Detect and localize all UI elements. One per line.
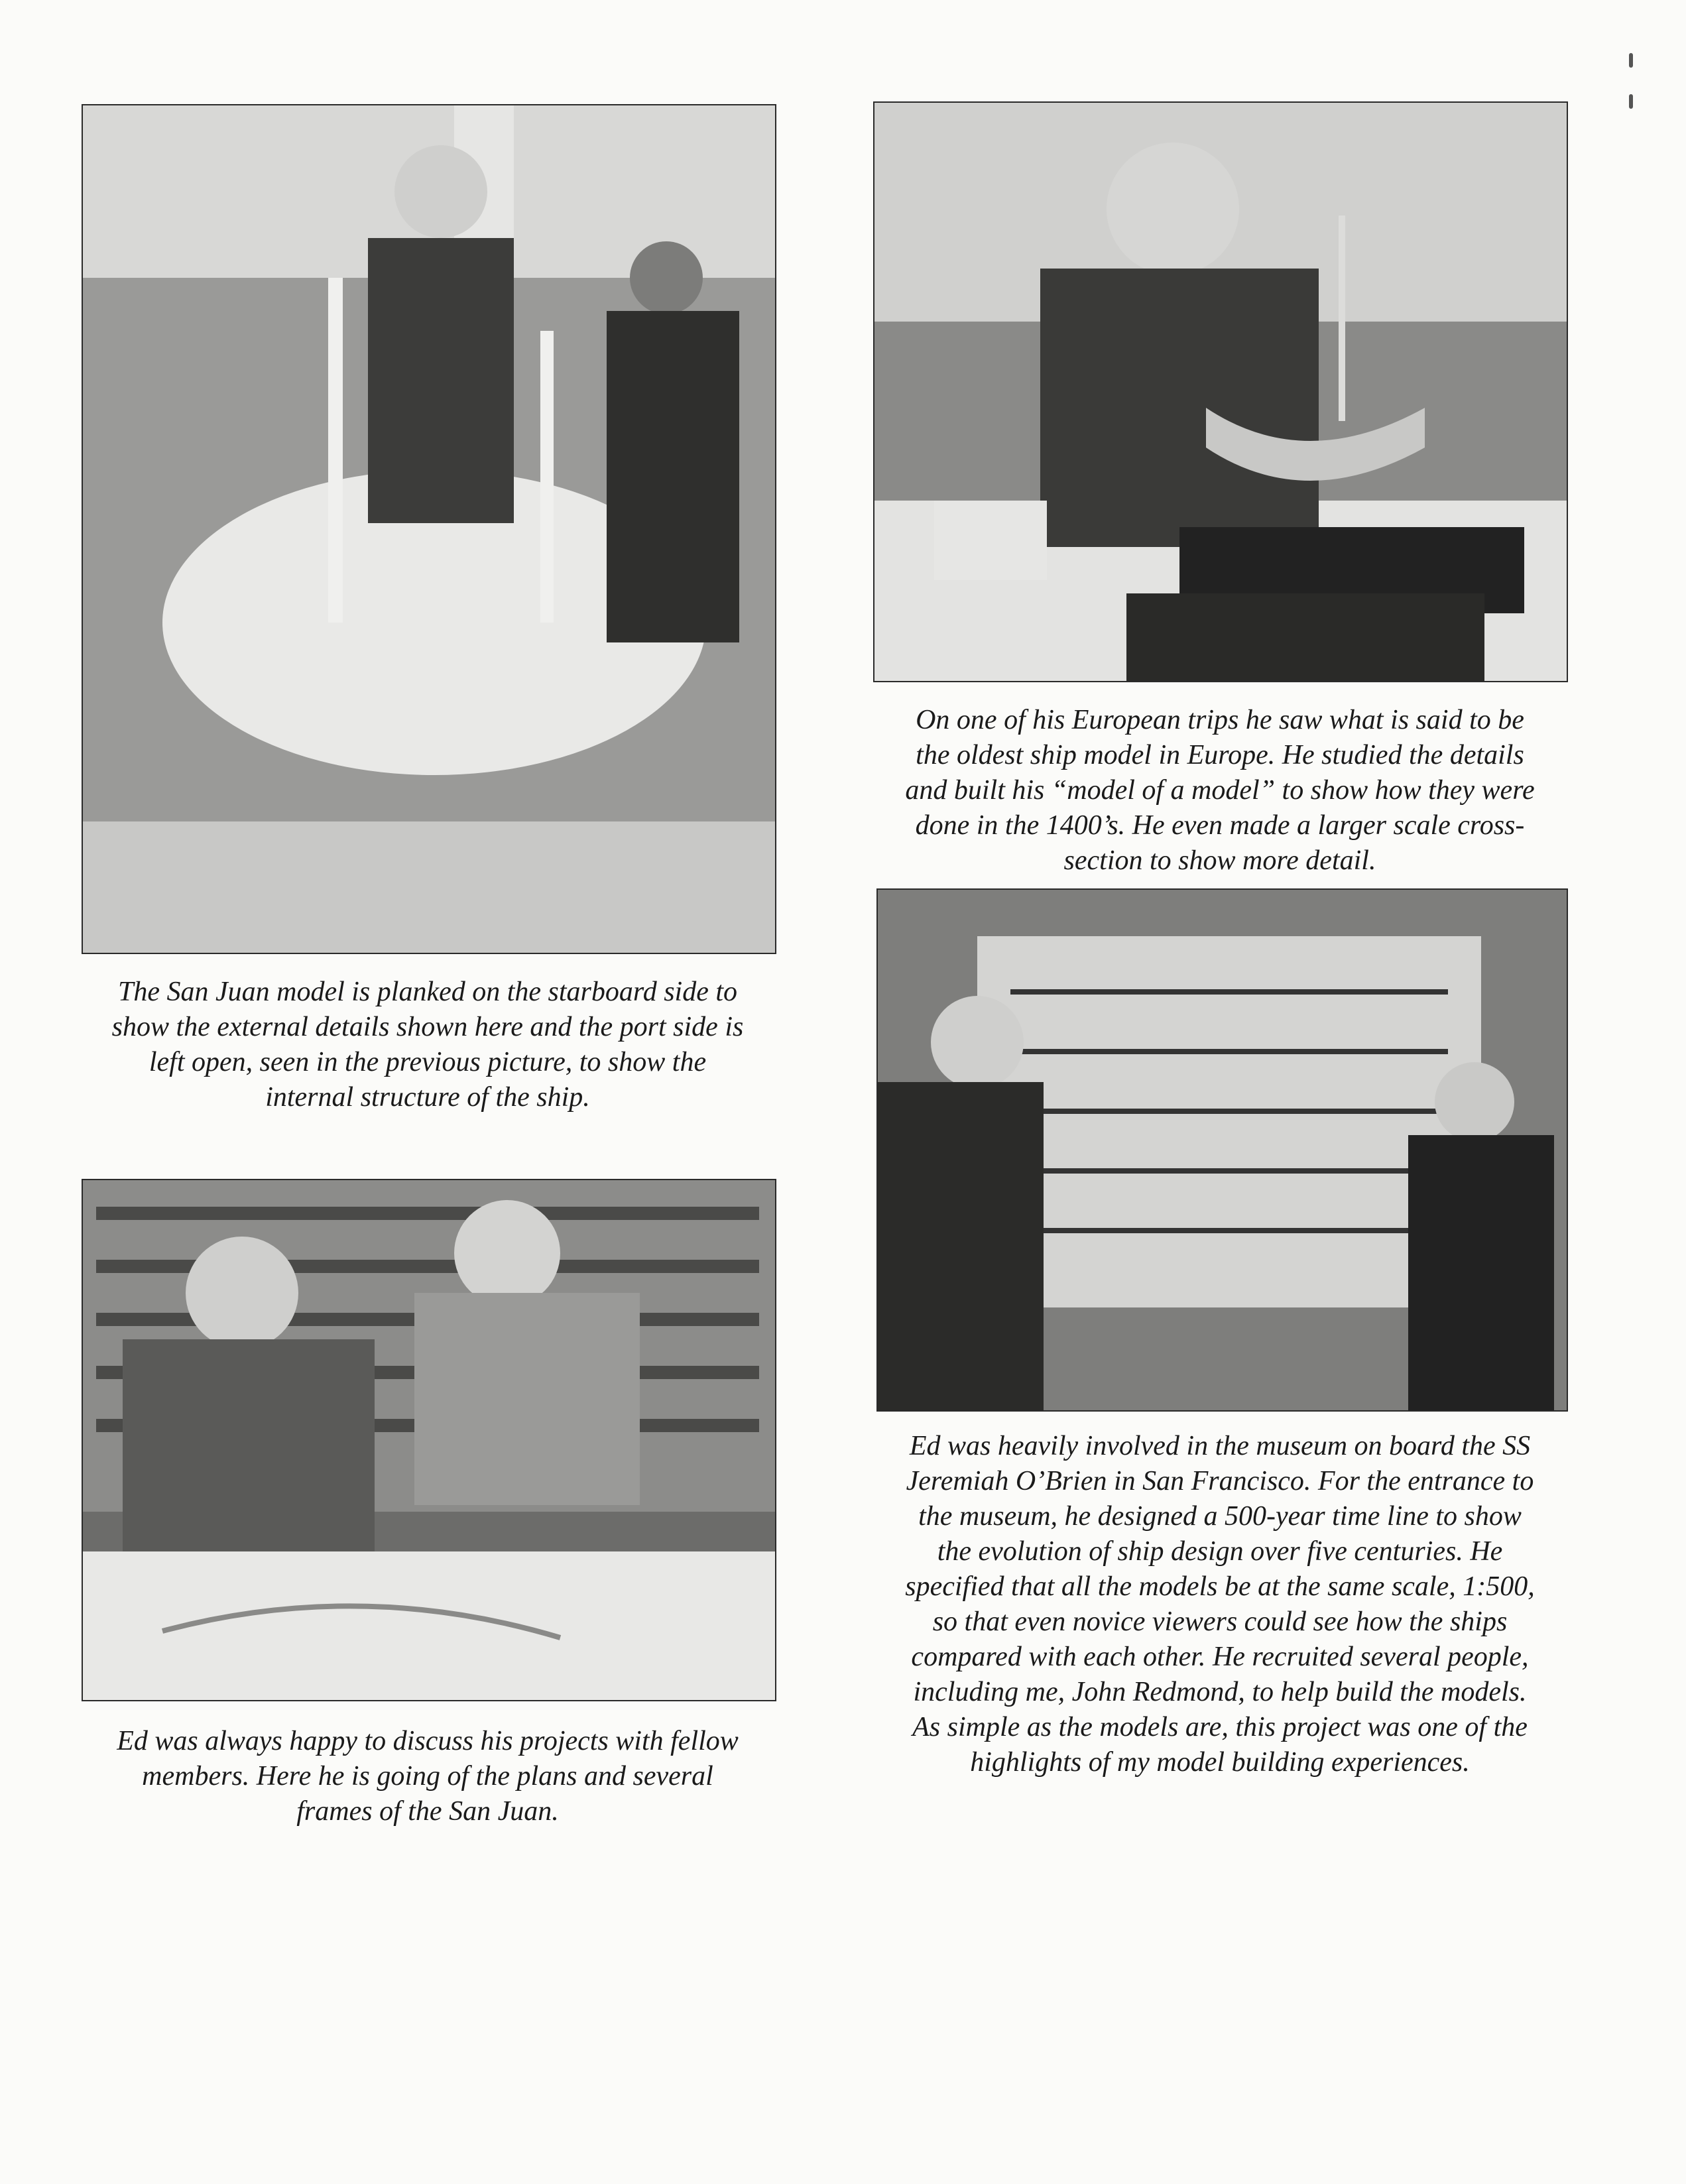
ship-model-photo-icon <box>874 103 1567 681</box>
museum-caption: Ed was heavily involved in the museum on board the SS Jeremiah O’Brien in San Francisco. For the entrance to the museum, he designed a 500-year time line to show the evolution of ship design over five centuries. He specified that all the models be at the same scale, 1:500, so that even novice viewers could see how the ships compared with each other. He recruited several people, including me, John Redmond, to help build the models. As simple as the models are, this project was one of the highlights of my model building experiences. <box>905 1431 1535 1778</box>
people-at-table-photo-icon <box>83 1180 775 1700</box>
plans-discussion-photo <box>82 1179 776 1701</box>
museum-shelves-photo-icon <box>878 890 1567 1410</box>
san-juan-caption: The San Juan model is planked on the starboard side to show the external details shown here and the port side is left open, seen in the previous picture, to show the internal structure of the ship. <box>111 977 744 1113</box>
museum-display-photo <box>876 888 1568 1412</box>
san-juan-model-photo <box>82 104 776 954</box>
scan-mark <box>1629 53 1634 126</box>
ship-model-photo-icon <box>83 105 775 953</box>
plans-caption: Ed was always happy to discuss his projects with fellow members. Here he is going of the plans and several frames of the San Juan. <box>117 1726 739 1827</box>
european-ship-caption: On one of his European trips he saw what is said to be the oldest ship model in Europe. He studied the details and built his “model of a model” to show how they were done in the 1400’s. He even made a larger scale cross- section to show more detail. <box>905 705 1535 876</box>
european-ship-model-photo <box>873 101 1568 682</box>
